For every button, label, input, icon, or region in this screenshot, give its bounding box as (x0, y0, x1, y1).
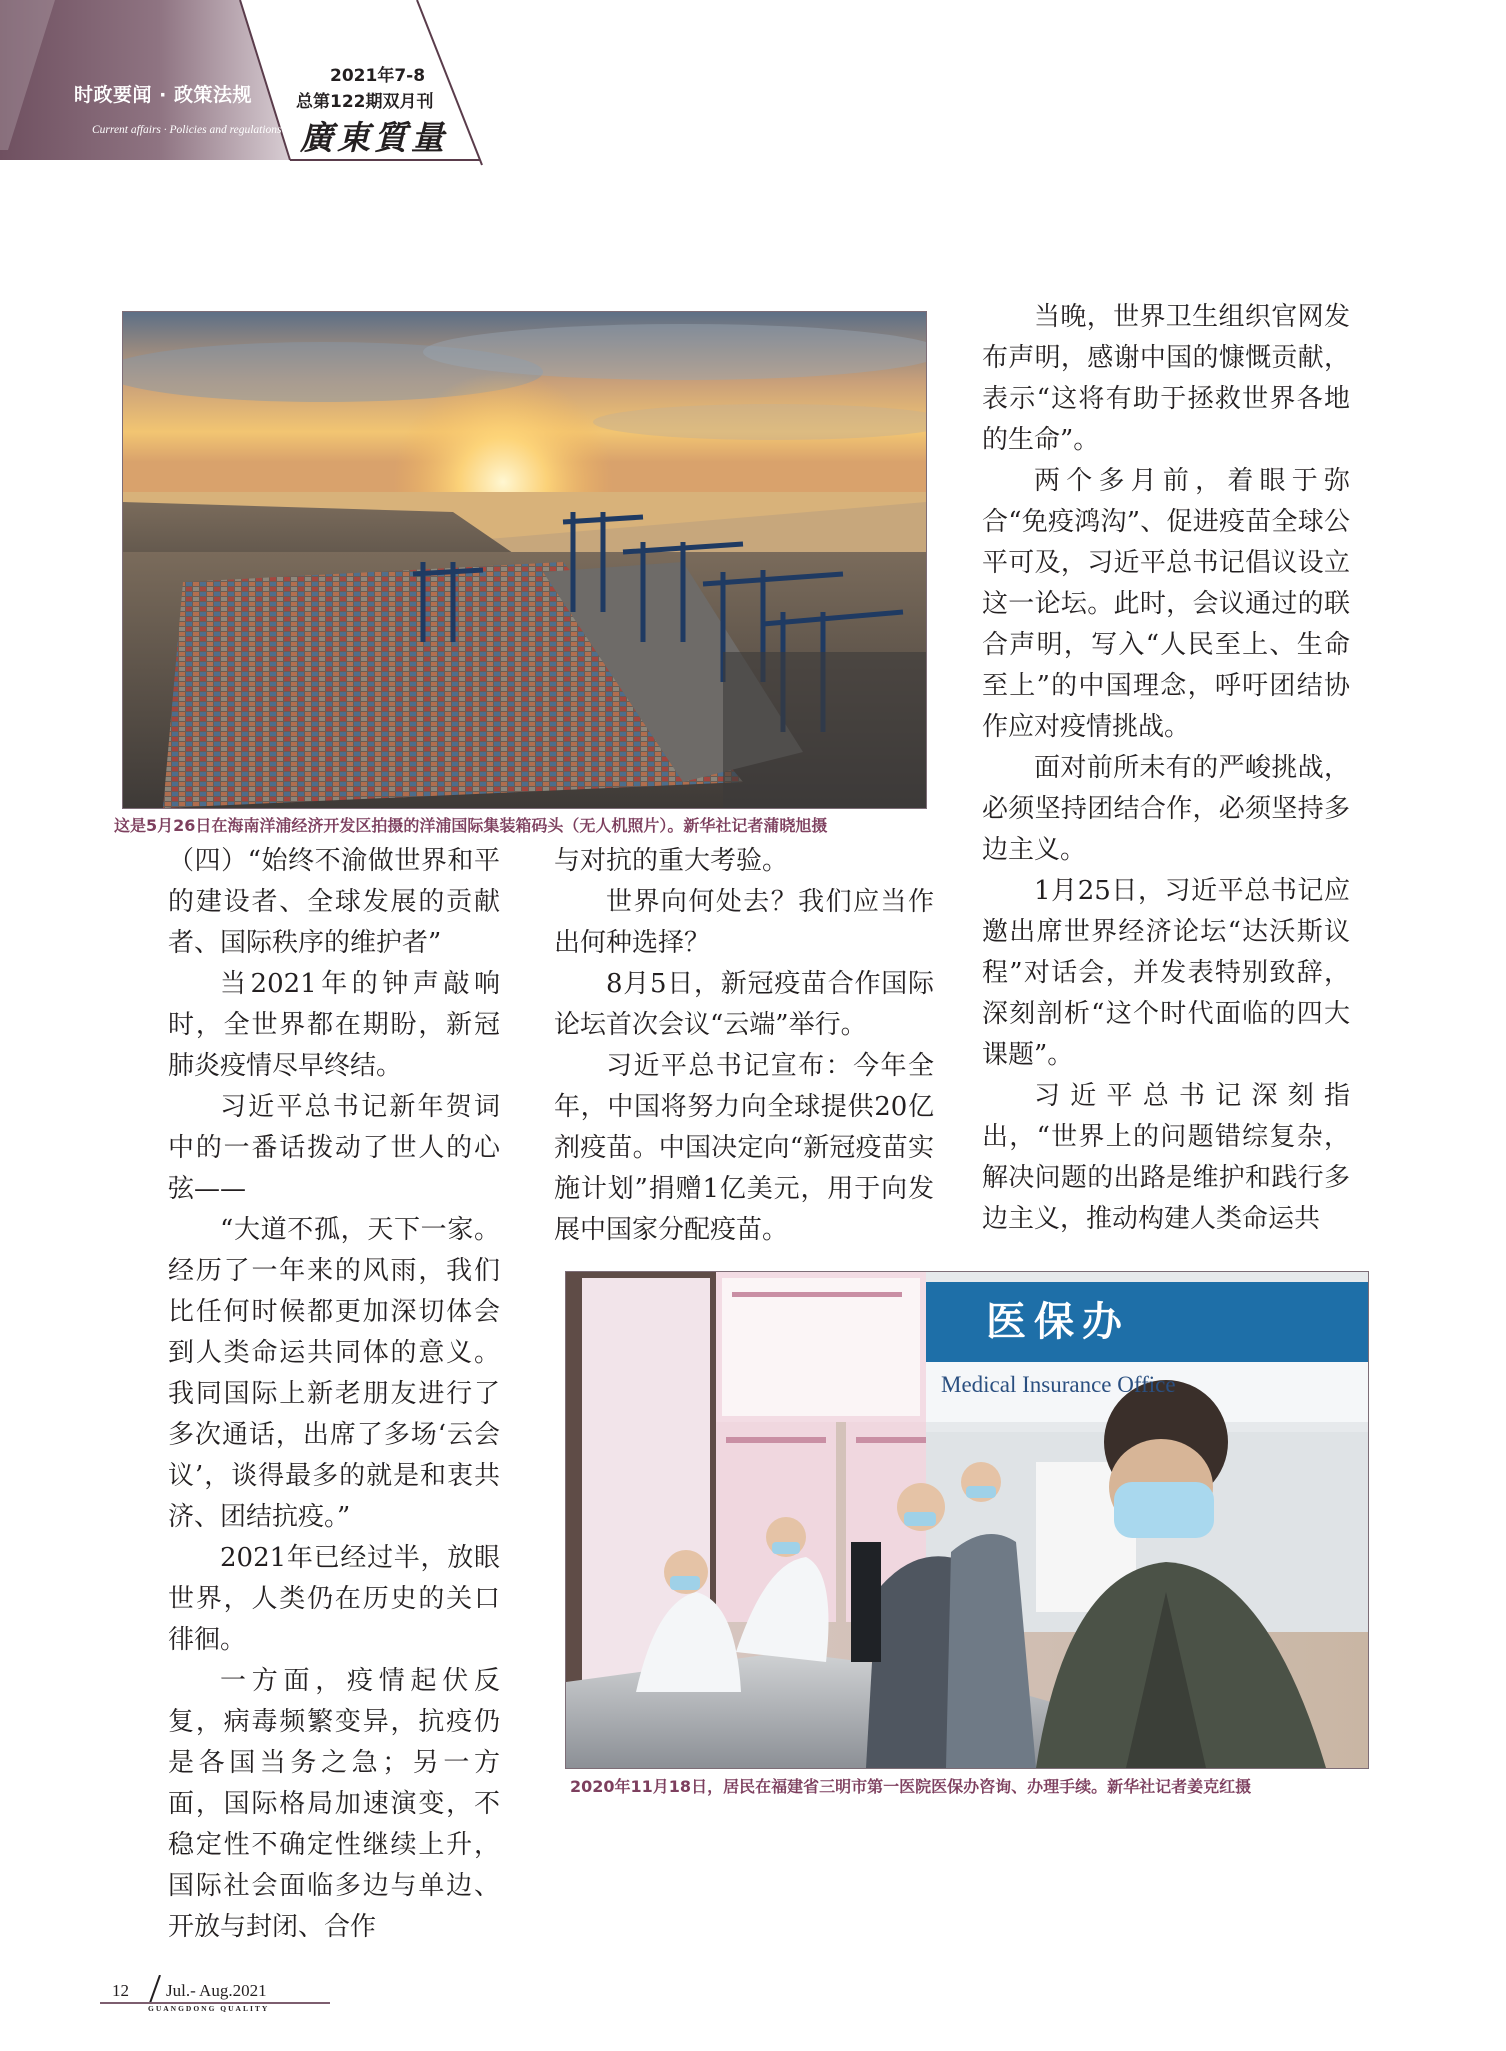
footer-brand: GUANGDONG QUALITY (148, 2004, 270, 2013)
paragraph: 面对前所未有的严峻挑战，必须坚持团结合作，必须坚持多边主义。 (982, 753, 1350, 865)
paragraph: 两个多月前，着眼于弥合“免疫鸿沟”、促进疫苗全球公平可及，习近平总书记倡议设立这一论坛。此时，会议通过的联合声明，写入“人民至上、生命至上”的中国理念，呼吁团结协作应对疫情挑战。 (982, 466, 1350, 742)
paragraph: 1月25日，习近平总书记应邀出席世界经济论坛“达沃斯议程”对话会，并发表特别致辞，深刻剖析“这个时代面临的四大课题”。 (982, 876, 1350, 1070)
section-title-en: Current affairs · Policies and regulations (92, 124, 282, 136)
top-photo-caption: 这是5月26日在海南洋浦经济开发区拍摄的洋浦国际集装箱码头（无人机照片）。新华社记者蒲晓旭摄 (114, 816, 828, 835)
port-photo (122, 311, 927, 809)
paragraph: 当晚，世界卫生组织官网发布声明，感谢中国的慷慨贡献，表示“这将有助于拯救世界各地的生命”。 (982, 302, 1350, 455)
hospital-photo (565, 1271, 1369, 1769)
paragraph: 习近平总书记新年贺词中的一番话拨动了世人的心弦—— (168, 1092, 500, 1204)
magazine-logo: 廣東質量 (300, 118, 448, 157)
page-number: 12 (112, 1981, 129, 2000)
footer-date: Jul.- Aug.2021 (166, 1981, 267, 2000)
section-heading: （四）“始终不渝做世界和平的建设者、全球发展的贡献者、国际秩序的维护者” (168, 846, 500, 958)
paragraph: 世界向何处去？我们应当作出何种选择？ (554, 887, 934, 958)
section-title: 时政要闻 · 政策法规 (74, 84, 252, 106)
paragraph: 当2021年的钟声敲响时，全世界都在期盼，新冠肺炎疫情尽早终结。 (168, 969, 500, 1081)
issue-number: 总第122期双月刊 (296, 92, 434, 112)
bottom-photo-caption: 2020年11月18日，居民在福建省三明市第一医院医保办咨询、办理手续。新华社记者姜克红摄 (570, 1777, 1252, 1796)
article-column-middle (554, 841, 934, 1251)
paragraph: 习近平总书记宣布：今年全年，中国将努力向全球提供20亿剂疫苗。中国决定向“新冠疫苗实施计划”捐赠1亿美元，用于向发展中国家分配疫苗。 (554, 1051, 934, 1245)
paragraph: 与对抗的重大考验。 (554, 846, 789, 876)
article-column-left (168, 841, 500, 1948)
issue-date: 2021年7-8 (330, 66, 426, 86)
office-sign-en: Medical Insurance Office (941, 1372, 1176, 1397)
paragraph: 2021年已经过半，放眼世界，人类仍在历史的关口徘徊。 (168, 1543, 500, 1655)
paragraph: 一方面，疫情起伏反复，病毒频繁变异，抗疫仍是各国当务之急；另一方面，国际格局加速演变，不稳定性不确定性继续上升，国际社会面临多边与单边、开放与封闭、合作 (168, 1666, 500, 1942)
article-column-right (982, 297, 1350, 1240)
paragraph: “大道不孤，天下一家。经历了一年来的风雨，我们比任何时候都更加深切体会到人类命运共同体的意义。我同国际上新老朋友进行了多次通话，出席了多场‘云会议’，谈得最多的就是和衷共济、团结抗疫。” (168, 1215, 500, 1532)
office-sign: 医保办 (986, 1299, 1130, 1345)
paragraph: 8月5日，新冠疫苗合作国际论坛首次会议“云端”举行。 (554, 969, 934, 1040)
paragraph: 习近平总书记深刻指出，“世界上的问题错综复杂，解决问题的出路是维护和践行多边主义，推动构建人类命运共 (982, 1081, 1350, 1234)
